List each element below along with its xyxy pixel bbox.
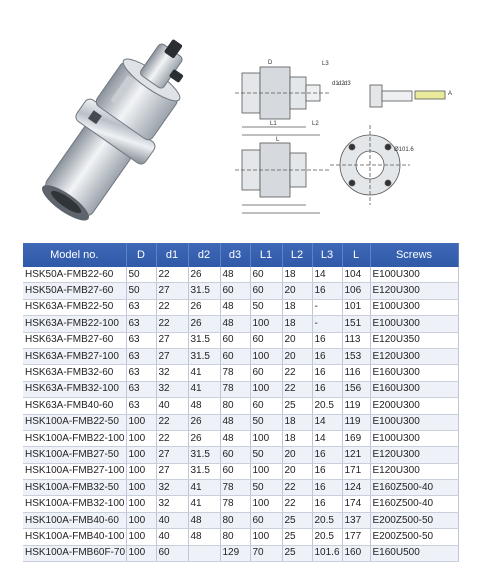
table-row <box>23 365 458 381</box>
cell-l: 160 <box>342 545 370 561</box>
table-row <box>23 463 458 479</box>
cell-screws: E160U500 <box>370 545 458 561</box>
cell-l1: 60 <box>250 512 282 528</box>
label-L2: L2 <box>312 121 319 127</box>
cell-d2: 48 <box>188 512 220 528</box>
tool-holder-photo <box>20 20 220 230</box>
cell-d: 100 <box>126 447 156 463</box>
table-row <box>23 299 458 315</box>
cell-d: 100 <box>126 414 156 430</box>
cell-d: 100 <box>126 545 156 561</box>
cell-d3: 48 <box>220 267 250 283</box>
cell-l2: 22 <box>282 381 312 397</box>
cell-d2: 26 <box>188 316 220 332</box>
cell-model-no: HSK100A-FMB27-50 <box>23 447 126 463</box>
label-diameter: Ø101.6 <box>394 147 414 153</box>
cell-screws: E100U300 <box>370 267 458 283</box>
cell-l3: 20.5 <box>312 512 342 528</box>
cell-d2: 41 <box>188 365 220 381</box>
label-d2: d2 <box>338 81 345 87</box>
cell-model-no: HSK63A-FMB32-100 <box>23 381 126 397</box>
cell-l3: 20.5 <box>312 398 342 414</box>
column-header-l3: L3 <box>312 243 342 267</box>
cell-l3: 16 <box>312 496 342 512</box>
cell-l2: 18 <box>282 316 312 332</box>
cell-model-no: HSK63A-FMB27-100 <box>23 348 126 364</box>
cell-screws: E120U300 <box>370 283 458 299</box>
cell-screws: E160U300 <box>370 365 458 381</box>
cell-d: 100 <box>126 512 156 528</box>
cell-l3: 16 <box>312 463 342 479</box>
cell-d2: 26 <box>188 414 220 430</box>
cell-model-no: HSK50A-FMB27-60 <box>23 283 126 299</box>
table-body <box>23 267 458 562</box>
cell-l: 106 <box>342 283 370 299</box>
cell-d1: 22 <box>156 316 188 332</box>
cell-d2: 41 <box>188 381 220 397</box>
cell-d1: 32 <box>156 365 188 381</box>
column-header-l2: L2 <box>282 243 312 267</box>
table-row <box>23 430 458 446</box>
cell-d2: 31.5 <box>188 447 220 463</box>
cell-l2: 25 <box>282 398 312 414</box>
table-row <box>23 398 458 414</box>
cell-model-no: HSK100A-FMB22-50 <box>23 414 126 430</box>
cell-l1: 60 <box>250 267 282 283</box>
cell-l3: 14 <box>312 414 342 430</box>
cell-screws: E100U300 <box>370 414 458 430</box>
cell-l3: - <box>312 316 342 332</box>
column-header-l: L <box>342 243 370 267</box>
table-row <box>23 332 458 348</box>
cell-screws: E120U300 <box>370 463 458 479</box>
cell-d3: 60 <box>220 283 250 299</box>
column-header-d2: d2 <box>188 243 220 267</box>
cell-d1: 22 <box>156 414 188 430</box>
cell-l: 174 <box>342 496 370 512</box>
cell-d1: 32 <box>156 496 188 512</box>
cell-l2: 25 <box>282 529 312 545</box>
cell-screws: E200Z500-50 <box>370 529 458 545</box>
table-header-row <box>23 243 458 267</box>
cell-l1: 70 <box>250 545 282 561</box>
cell-l1: 60 <box>250 365 282 381</box>
cell-l: 171 <box>342 463 370 479</box>
table-row <box>23 447 458 463</box>
cell-model-no: HSK63A-FMB22-100 <box>23 316 126 332</box>
cell-l: 101 <box>342 299 370 315</box>
cell-l1: 100 <box>250 348 282 364</box>
cell-d3: 78 <box>220 365 250 381</box>
cell-screws: E200U300 <box>370 398 458 414</box>
cell-l: 153 <box>342 348 370 364</box>
cell-model-no: HSK50A-FMB22-60 <box>23 267 126 283</box>
cell-screws: E160U300 <box>370 381 458 397</box>
cell-l3: 16 <box>312 283 342 299</box>
cell-l1: 60 <box>250 283 282 299</box>
cell-d3: 78 <box>220 480 250 496</box>
cell-d2: 41 <box>188 496 220 512</box>
cell-d3: 48 <box>220 414 250 430</box>
cell-l2: 18 <box>282 267 312 283</box>
technical-drawing <box>230 55 465 220</box>
cell-l1: 60 <box>250 398 282 414</box>
table-row <box>23 414 458 430</box>
cell-d2: 26 <box>188 430 220 446</box>
cell-l2: 22 <box>282 480 312 496</box>
cell-l3: 16 <box>312 381 342 397</box>
cell-screws: E100U300 <box>370 316 458 332</box>
cell-d: 63 <box>126 299 156 315</box>
cell-d: 63 <box>126 332 156 348</box>
column-header-d1: d1 <box>156 243 188 267</box>
cell-l1: 50 <box>250 447 282 463</box>
cell-screws: E120U300 <box>370 348 458 364</box>
label-L3: L3 <box>322 61 329 67</box>
cell-d3: 80 <box>220 529 250 545</box>
cell-l: 104 <box>342 267 370 283</box>
cell-d1: 27 <box>156 283 188 299</box>
cell-l1: 100 <box>250 316 282 332</box>
cell-l2: 22 <box>282 365 312 381</box>
cell-d3: 60 <box>220 332 250 348</box>
cell-d3: 78 <box>220 381 250 397</box>
cell-l1: 60 <box>250 332 282 348</box>
cell-l3: 20.5 <box>312 529 342 545</box>
cell-screws: E120U350 <box>370 332 458 348</box>
cell-model-no: HSK100A-FMB22-100 <box>23 430 126 446</box>
table-row <box>23 348 458 364</box>
cell-d: 100 <box>126 480 156 496</box>
cell-l2: 25 <box>282 512 312 528</box>
cell-d1: 27 <box>156 463 188 479</box>
cell-d3: 129 <box>220 545 250 561</box>
key-view <box>370 85 445 107</box>
label-L: L <box>276 137 280 143</box>
cell-model-no: HSK63A-FMB22-50 <box>23 299 126 315</box>
cell-l2: 22 <box>282 496 312 512</box>
cell-l2: 20 <box>282 447 312 463</box>
cell-model-no: HSK63A-FMB27-60 <box>23 332 126 348</box>
cell-d: 100 <box>126 529 156 545</box>
cell-d: 100 <box>126 496 156 512</box>
cell-model-no: HSK100A-FMB40-100 <box>23 529 126 545</box>
spec-table <box>23 243 459 562</box>
cell-d1: 22 <box>156 430 188 446</box>
table-row <box>23 529 458 545</box>
cell-l1: 100 <box>250 381 282 397</box>
cell-model-no: HSK63A-FMB32-60 <box>23 365 126 381</box>
cell-d1: 22 <box>156 299 188 315</box>
table-row <box>23 283 458 299</box>
section-view <box>235 143 330 213</box>
label-d1: d1 <box>332 81 339 87</box>
cell-l2: 18 <box>282 299 312 315</box>
cell-l: 151 <box>342 316 370 332</box>
cell-l: 177 <box>342 529 370 545</box>
column-header-l1: L1 <box>250 243 282 267</box>
table-row <box>23 381 458 397</box>
cell-l: 169 <box>342 430 370 446</box>
cell-d1: 32 <box>156 381 188 397</box>
cell-d3: 80 <box>220 398 250 414</box>
label-d3: d3 <box>344 81 351 87</box>
cell-model-no: HSK100A-FMB32-50 <box>23 480 126 496</box>
cell-d: 63 <box>126 365 156 381</box>
cell-l: 121 <box>342 447 370 463</box>
cell-d2: 41 <box>188 480 220 496</box>
cell-d: 50 <box>126 267 156 283</box>
cell-l2: 20 <box>282 332 312 348</box>
cell-l2: 20 <box>282 348 312 364</box>
cell-model-no: HSK100A-FMB27-100 <box>23 463 126 479</box>
cell-l3: 101.6 <box>312 545 342 561</box>
table-row <box>23 512 458 528</box>
cell-l3: 16 <box>312 348 342 364</box>
cell-d1: 40 <box>156 529 188 545</box>
cell-d2: 31.5 <box>188 332 220 348</box>
cell-d: 50 <box>126 283 156 299</box>
cell-l1: 100 <box>250 430 282 446</box>
label-D: D <box>268 60 273 66</box>
cell-l: 137 <box>342 512 370 528</box>
cell-screws: E120U300 <box>370 447 458 463</box>
cell-screws: E100U300 <box>370 430 458 446</box>
cell-d: 63 <box>126 316 156 332</box>
cell-l: 156 <box>342 381 370 397</box>
cell-d2: 48 <box>188 398 220 414</box>
cell-l3: 14 <box>312 267 342 283</box>
cell-d2 <box>188 545 220 561</box>
cell-l2: 25 <box>282 545 312 561</box>
cell-l3: - <box>312 299 342 315</box>
cell-d2: 31.5 <box>188 463 220 479</box>
cell-l1: 50 <box>250 480 282 496</box>
column-header-d: D <box>126 243 156 267</box>
cell-model-no: HSK63A-FMB40-60 <box>23 398 126 414</box>
end-view <box>330 125 410 205</box>
cell-d2: 31.5 <box>188 283 220 299</box>
cell-l3: 16 <box>312 480 342 496</box>
cell-d2: 26 <box>188 299 220 315</box>
cell-l2: 20 <box>282 283 312 299</box>
table-row <box>23 267 458 283</box>
label-L1: L1 <box>270 121 277 127</box>
cell-l1: 100 <box>250 529 282 545</box>
table-row <box>23 496 458 512</box>
cell-d3: 60 <box>220 348 250 364</box>
cell-d: 63 <box>126 348 156 364</box>
cell-d1: 27 <box>156 348 188 364</box>
table-row <box>23 545 458 561</box>
cell-l1: 100 <box>250 463 282 479</box>
cell-l3: 14 <box>312 430 342 446</box>
cell-d: 63 <box>126 398 156 414</box>
cell-screws: E200Z500-50 <box>370 512 458 528</box>
cell-d1: 32 <box>156 480 188 496</box>
cell-model-no: HSK100A-FMB60F-70 <box>23 545 126 561</box>
cell-l1: 50 <box>250 414 282 430</box>
cell-l2: 18 <box>282 414 312 430</box>
cell-screws: E100U300 <box>370 299 458 315</box>
cell-d2: 31.5 <box>188 348 220 364</box>
label-A: A <box>448 91 453 97</box>
cell-d2: 26 <box>188 267 220 283</box>
cell-screws: E160Z500-40 <box>370 496 458 512</box>
cell-d3: 60 <box>220 463 250 479</box>
cell-d1: 40 <box>156 398 188 414</box>
cell-l1: 100 <box>250 496 282 512</box>
table-row <box>23 316 458 332</box>
cell-l3: 16 <box>312 447 342 463</box>
cell-d: 100 <box>126 430 156 446</box>
cell-d1: 27 <box>156 332 188 348</box>
table-row <box>23 480 458 496</box>
cell-d1: 40 <box>156 512 188 528</box>
cell-model-no: HSK100A-FMB32-100 <box>23 496 126 512</box>
cell-l: 113 <box>342 332 370 348</box>
cell-d3: 48 <box>220 430 250 446</box>
cell-l: 119 <box>342 398 370 414</box>
cell-d3: 80 <box>220 512 250 528</box>
cell-d1: 22 <box>156 267 188 283</box>
cell-d3: 78 <box>220 496 250 512</box>
cell-d: 100 <box>126 463 156 479</box>
cell-l: 116 <box>342 365 370 381</box>
cell-l3: 16 <box>312 332 342 348</box>
cell-l: 119 <box>342 414 370 430</box>
cell-d1: 60 <box>156 545 188 561</box>
cell-l2: 20 <box>282 463 312 479</box>
cell-screws: E160Z500-40 <box>370 480 458 496</box>
cell-d3: 48 <box>220 299 250 315</box>
cell-d3: 48 <box>220 316 250 332</box>
cell-d2: 48 <box>188 529 220 545</box>
cell-d1: 27 <box>156 447 188 463</box>
cell-model-no: HSK100A-FMB40-60 <box>23 512 126 528</box>
cell-l3: 16 <box>312 365 342 381</box>
column-header-model-no: Model no. <box>23 243 126 267</box>
cell-l1: 50 <box>250 299 282 315</box>
column-header-d3: d3 <box>220 243 250 267</box>
cell-l2: 18 <box>282 430 312 446</box>
cell-d: 63 <box>126 381 156 397</box>
cell-d3: 60 <box>220 447 250 463</box>
cell-l: 124 <box>342 480 370 496</box>
column-header-screws: Screws <box>370 243 458 267</box>
